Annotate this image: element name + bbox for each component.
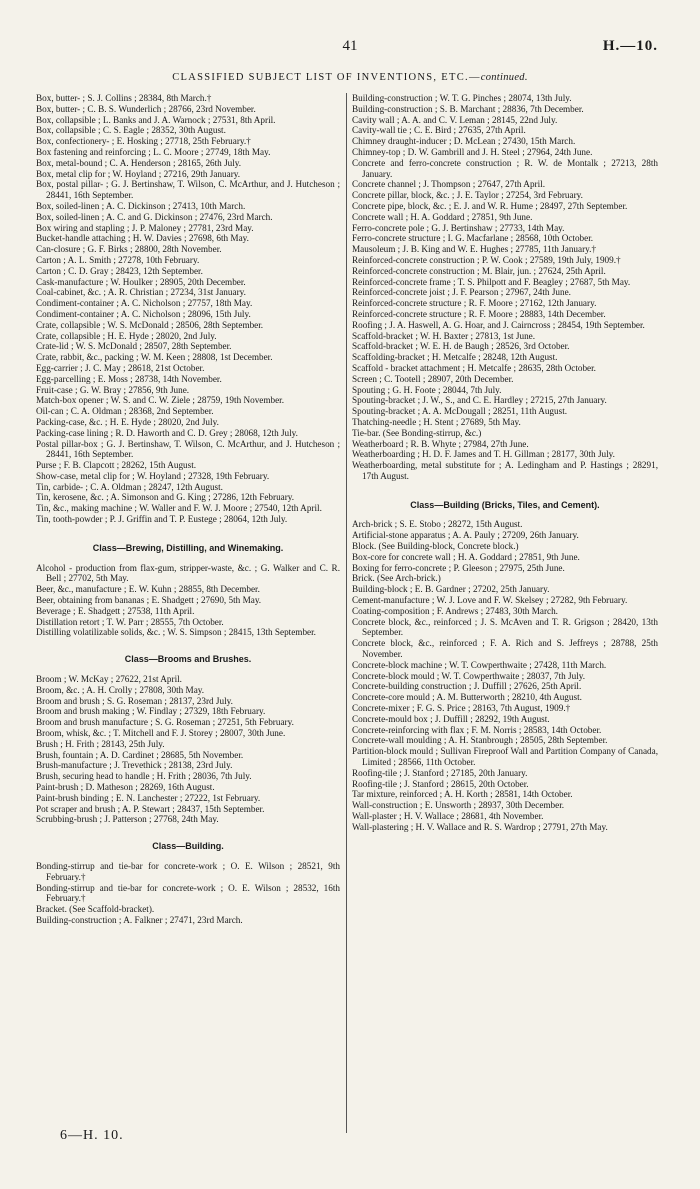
index-entry: Concrete-block machine ; W. T. Cowperthwaite ; 27428, 11th March. [352,659,607,670]
index-entry: Box, metal-bound ; C. A. Henderson ; 28165, 26th July. [36,157,242,168]
index-entry: Cavity-wall tie ; C. E. Bird ; 27635, 27th April. [352,125,526,136]
class-heading-brewing: Class—Brewing, Distilling, and Winemaking. [92,542,284,553]
left-column [36,93,340,926]
index-entry: Box, soiled-linen ; A. C. and G. Dickinson ; 27476, 23rd March. [36,211,273,222]
index-entry: Coating-composition ; F. Andrews ; 27483, 30th March. [352,605,558,616]
index-entry: Broom and brush manufacture ; S. G. Roseman ; 27251, 5th February. [36,717,294,728]
column-divider [346,93,347,1133]
running-title-continued: continued. [480,72,528,83]
class-heading-building-bricks: Class—Building (Bricks, Tiles, and Cement). [410,499,600,510]
index-entry: Block. (See Building-block, Concrete block.) [352,541,519,552]
index-entry: Scaffolding-bracket ; H. Metcalfe ; 28248, 12th August. [352,352,558,363]
index-entry: Partition-block mould ; Sullivan Fireproof Wall and Partition Company of Canada, Limited ; 28566, 11th October. [352,746,658,768]
index-entry: Crate-lid ; W. S. McDonald ; 28507, 28th September. [36,341,232,352]
running-title-text: CLASSIFIED SUBJECT LIST OF INVENTIONS, ETC.— [172,72,481,83]
index-entry: Distillation retort ; T. W. Parr ; 28555, 7th October. [36,616,224,627]
index-entry: Broom, &c. ; A. H. Crolly ; 27808, 30th May. [36,684,205,695]
index-entry: Arch-brick ; S. E. Stobo ; 28272, 15th August. [352,519,523,530]
right-column [352,93,658,833]
index-entry: Tar mixture, reinforced ; A. H. Korth ; 28581, 14th October. [352,789,573,800]
index-entry: Tin, kerosene, &c. ; A. Simonson and G. King ; 27286, 12th February. [36,492,295,503]
index-entry: Concrete channel ; J. Thompson ; 27647, 27th April. [352,179,545,190]
index-entry: Spouting-bracket ; A. A. McDougall ; 28251, 11th August. [352,406,568,417]
index-entry: Spouting ; G. H. Foote ; 28044, 7th July. [352,384,502,395]
index-entry: Boxing for ferro-concrete ; P. Gleeson ; 27975, 25th June. [352,562,565,573]
index-entry: Artificial-stone apparatus ; A. A. Pauly ; 27209, 26th January. [352,530,579,541]
index-entry: Wall-construction ; E. Unsworth ; 28937, 30th December. [352,800,565,811]
index-entry: Beer, &c., manufacture ; E. W. Kuhn ; 28855, 8th December. [36,584,260,595]
index-entry: Match-box opener ; W. S. and C. W. Ziele ; 28759, 19th November. [36,395,285,406]
index-entry: Box, soiled-linen ; A. C. Dickinson ; 27413, 10th March. [36,200,246,211]
index-entry: Ferro-concrete pole ; G. J. Bertinshaw ; 27733, 14th May. [352,222,565,233]
index-entry: Condiment-container ; A. C. Nicholson ; 28096, 15th July. [36,308,251,319]
index-entry: Brick. (See Arch-brick.) [352,573,441,584]
index-entry: Pot scraper and brush ; A. P. Stewart ; 28437, 15th September. [36,803,265,814]
index-entry: Brush, fountain ; A. D. Cardinet ; 28685, 5th November. [36,749,244,760]
index-entry: Broom ; W. McKay ; 27622, 21st April. [36,674,182,685]
index-entry: Box, butter- ; C. B. S. Wunderlich ; 28766, 23rd November. [36,103,256,114]
index-entry: Mausoleum ; J. B. King and W. E. Hughes ; 27785, 11th January.† [352,244,597,255]
index-entry: Distilling volatilizable solids, &c. ; W. S. Simpson ; 28415, 13th September. [36,627,316,638]
index-entry: Box wiring and stapling ; J. P. Maloney ; 27781, 23rd May. [36,222,254,233]
document-code: H.—10. [602,38,658,54]
index-entry: Box, metal clip for ; W. Hoyland ; 27216, 29th January. [36,168,241,179]
entries-building-start [36,861,340,926]
index-entry: Alcohol - production from flax-gum, stripper-waste, &c. ; G. Walker and C. R. Bell ; 27702, 5th May. [36,562,340,584]
index-entry: Concrete pipe, block, &c. ; E. J. and W. R. Hume ; 28497, 27th September. [352,200,628,211]
index-entry: Weatherboard ; R. B. Whyte ; 27984, 27th June. [352,438,529,449]
index-entry: Roofing ; J. A. Haswell, A. G. Hoar, and J. Cairncross ; 28454, 19th September. [352,319,645,330]
index-entry: Building-construction ; W. T. G. Pinches ; 28074, 13th July. [352,93,572,103]
index-entry: Concrete block, &c., reinforced ; J. S. McAven and T. R. Grigson ; 28420, 13th September. [352,616,658,638]
entries-building-cont [352,93,658,482]
index-entry: Concrete-building construction ; J. Duffill ; 27626, 25th April. [352,681,582,692]
index-entry: Beverage ; E. Shadgett ; 27538, 11th April. [36,605,195,616]
index-entry: Concrete-core mould ; A. M. Butterworth ; 28210, 4th August. [352,692,582,703]
index-entry: Broom, whisk, &c. ; T. Mitchell and F. J. Storey ; 28007, 30th June. [36,728,286,739]
index-entry: Scaffold - bracket attachment ; H. Metcalfe ; 28635, 28th October. [352,362,596,373]
page-number: 41 [342,38,358,54]
index-entry: Thatching-needle ; H. Stent ; 27689, 5th May. [352,416,521,427]
index-entry: Egg-carrier ; J. C. May ; 28618, 21st October. [36,362,205,373]
index-entry: Concrete-reinforcing with flax ; F. M. Norris ; 28583, 14th October. [352,724,602,735]
index-entry: Building-block ; E. B. Gardner ; 27202, 25th January. [352,584,550,595]
index-entry: Reinforced-concrete construction ; P. W. Cook ; 27589, 19th July, 1909.† [352,254,621,265]
index-entry: Bonding-stirrup and tie-bar for concrete-work ; O. E. Wilson ; 28521, 9th February.† [36,861,340,882]
entries-building-bricks [352,519,658,832]
index-entry: Spouting-bracket ; J. W., S., and C. E. Hardley ; 27215, 27th January. [352,395,607,406]
index-entry: Reinforced-concrete frame ; T. S. Philpott and F. Beagley ; 27687, 5th May. [352,276,631,287]
index-entry: Crate, collapsible ; H. E. Hyde ; 28020, 2nd July. [36,330,217,341]
index-entry: Box, collapsible ; C. S. Eagle ; 28352, 30th August. [36,125,226,136]
index-entry: Show-case, metal clip for ; W. Hoyland ; 27328, 19th February. [36,470,270,481]
index-entry: Bucket-handle attaching ; H. W. Davies ; 27698, 6th May. [36,233,249,244]
index-entry: Carton ; C. D. Gray ; 28423, 12th September. [36,265,203,276]
index-entry: Brush-manufacture ; J. Trevethick ; 28138, 23rd July. [36,760,233,771]
index-entry: Concrete and ferro-concrete construction ; R. W. de Montalk ; 27213, 28th January. [352,157,658,179]
index-entry: Can-closure ; G. F. Birks ; 28800, 28th November. [36,244,222,255]
footer-signature: 6—H. 10. [60,1128,124,1143]
index-entry: Crate, collapsible ; W. S. McDonald ; 28506, 28th September. [36,319,264,330]
index-entry: Tin, &c., making machine ; W. Waller and F. W. J. Moore ; 27540, 12th April. [36,503,322,514]
index-entry: Concrete block, &c., reinforced ; F. A. Rich and S. Jeffreys ; 28788, 25th November. [352,638,658,660]
index-entry: Cask-manufacture ; W. Houlker ; 28905, 20th December. [36,276,246,287]
index-entry: Beer, obtaining from bananas ; E. Shadgett ; 27690, 5th May. [36,595,262,606]
index-entry: Building-construction ; A. Falkner ; 27471, 23rd March. [36,914,243,925]
index-entry: Box, collapsible ; L. Banks and J. A. Warnock ; 27531, 8th April. [36,114,276,125]
index-entry: Concrete-block mould ; W. T. Cowperthwaite ; 28037, 7th July. [352,670,586,681]
index-entry: Box, confectionery- ; E. Hosking ; 27718, 25th February.† [36,136,251,147]
index-entry: Building-construction ; S. B. Marchant ; 28836, 7th December. [352,103,584,114]
index-entry: Crate, rabbit, &c., packing ; W. M. Keen ; 28808, 1st December. [36,352,273,363]
index-entry: Scaffold-bracket ; W. H. Baxter ; 27813, 1st June. [352,330,536,341]
index-entry: Brush, securing head to handle ; H. Frith ; 28036, 7th July. [36,771,252,782]
index-entry: Purse ; F. B. Clapcott ; 28262, 15th August. [36,460,197,471]
index-entry: Box-core for concrete wall ; H. A. Goddard ; 27851, 9th June. [352,551,580,562]
index-entry: Bracket. (See Scaffold-bracket). [36,904,155,915]
index-entry: Box fastening and reinforcing ; L. C. Moore ; 27749, 18th May. [36,146,271,157]
index-entry: Weatherboarding, metal substitute for ; A. Ledingham and P. Hastings ; 28291, 17th August. [352,460,658,481]
index-entry: Concrete-mould box ; J. Duffill ; 28292, 19th August. [352,713,550,724]
index-entry: Tie-bar. (See Bonding-stirrup, &c.) [352,427,482,438]
index-entry: Carton ; A. L. Smith ; 27278, 10th February. [36,254,200,265]
index-entry: Reinforced-concrete structure ; R. F. Moore ; 28883, 14th December. [352,308,606,319]
index-entry: Wall-plastering ; H. V. Wallace and R. S. Wardrop ; 27791, 27th May. [352,821,608,832]
entries-brooms [36,674,340,825]
index-entry: Box, postal pillar- ; G. J. Bertinshaw, T. Wilson, C. McArthur, and J. Hutcheson ; 28441, 16th September. [36,179,340,201]
index-entry: Tin, tooth-powder ; P. J. Griffin and T. P. Eustege ; 28064, 12th July. [36,514,288,525]
index-entry: Paint-brush ; D. Matheson ; 28269, 16th August. [36,782,215,793]
entries-packing-containers [36,93,340,525]
index-entry: Tin, carbide- ; C. A. Oldman ; 28247, 12th August. [36,481,223,492]
index-entry: Packing-case lining ; R. D. Haworth and C. D. Grey ; 28068, 12th July. [36,427,298,438]
index-entry: Scrubbing-brush ; J. Patterson ; 27768, 24th May. [36,814,219,825]
index-entry: Bonding-stirrup and tie-bar for concrete-work ; O. E. Wilson ; 28532, 16th February.† [36,882,340,904]
index-entry: Cavity wall ; A. A. and C. V. Leman ; 28145, 22nd July. [352,114,558,125]
index-entry: Concrete-mixer ; F. G. S. Price ; 28163, 7th August, 1909.† [352,703,571,714]
class-heading-brooms: Class—Brooms and Brushes. [124,654,252,665]
index-entry: Chimney draught-inducer ; D. McLean ; 27430, 15th March. [352,136,576,147]
index-entry: Scaffold-bracket ; W. E. H. de Baugh ; 28526, 3rd October. [352,341,570,352]
entries-brewing [36,563,340,639]
index-entry: Postal pillar-box ; G. J. Bertinshaw, T. Wilson, C. McArthur, and J. Hutcheson ; 28441, 16th September. [36,438,340,460]
index-entry: Weatherboarding ; H. D. F. James and T. H. Gillman ; 28177, 30th July. [352,449,615,460]
index-entry: Concrete pillar, block, &c. ; J. E. Taylor ; 27254, 3rd February. [352,190,583,201]
index-entry: Ferro-concrete structure ; I. G. Macfarlane ; 28568, 10th October. [352,233,594,244]
index-entry: Broom and brush making ; W. Findlay ; 27329, 18th February. [36,706,266,717]
running-title [0,72,700,83]
index-entry: Box, butter- ; S. J. Collins ; 28384, 8th March.† [36,93,212,103]
index-entry: Roofing-tile ; J. Stanford ; 27185, 20th January. [352,767,528,778]
index-entry: Paint-brush binding ; E. N. Lanchester ; 27222, 1st February. [36,792,261,803]
index-entry: Screen ; C. Tootell ; 28907, 20th December. [352,373,514,384]
index-entry: Roofing-tile ; J. Stanford ; 28615, 20th October. [352,778,529,789]
index-entry: Chimney-top ; D. W. Gambrill and J. H. Steel ; 27964, 24th June. [352,146,593,157]
index-entry: Reinforced-concrete structure ; R. F. Moore ; 27162, 12th January. [352,298,597,309]
index-entry: Broom and brush ; S. G. Roseman ; 28137, 23rd July. [36,695,233,706]
index-entry: Coal-cabinet, &c. ; A. R. Christian ; 27234, 31st January. [36,287,246,298]
index-entry: Condiment-container ; A. C. Nicholson ; 27757, 18th May. [36,298,253,309]
index-entry: Egg-parcelling ; E. Moss ; 28738, 14th November. [36,373,222,384]
index-entry: Cement-manufacture ; W. J. Love and F. W. Skelsey ; 27282, 9th February. [352,595,628,606]
index-entry: Reinforced-concrete joist ; J. F. Pearson ; 27967, 24th June. [352,287,571,298]
index-entry: Brush ; H. Frith ; 28143, 25th July. [36,738,165,749]
index-entry: Reinforced-concrete construction ; M. Blair, jun. ; 27624, 25th April. [352,265,606,276]
index-entry: Wall-plaster ; H. V. Wallace ; 28681, 4th November. [352,811,544,821]
index-entry: Packing-case, &c. ; H. E. Hyde ; 28020, 2nd July. [36,416,219,427]
class-heading-building: Class—Building. [152,841,224,852]
index-entry: Concrete wall ; H. A. Goddard ; 27851, 9th June. [352,211,533,222]
index-entry: Oil-can ; C. A. Oldman ; 28368, 2nd September. [36,406,214,417]
index-entry: Concrete-wall moulding ; A. H. Stanbrough ; 28505, 28th September. [352,735,608,746]
index-entry: Fruit-case ; G. W. Bray ; 27856, 9th June. [36,384,190,395]
